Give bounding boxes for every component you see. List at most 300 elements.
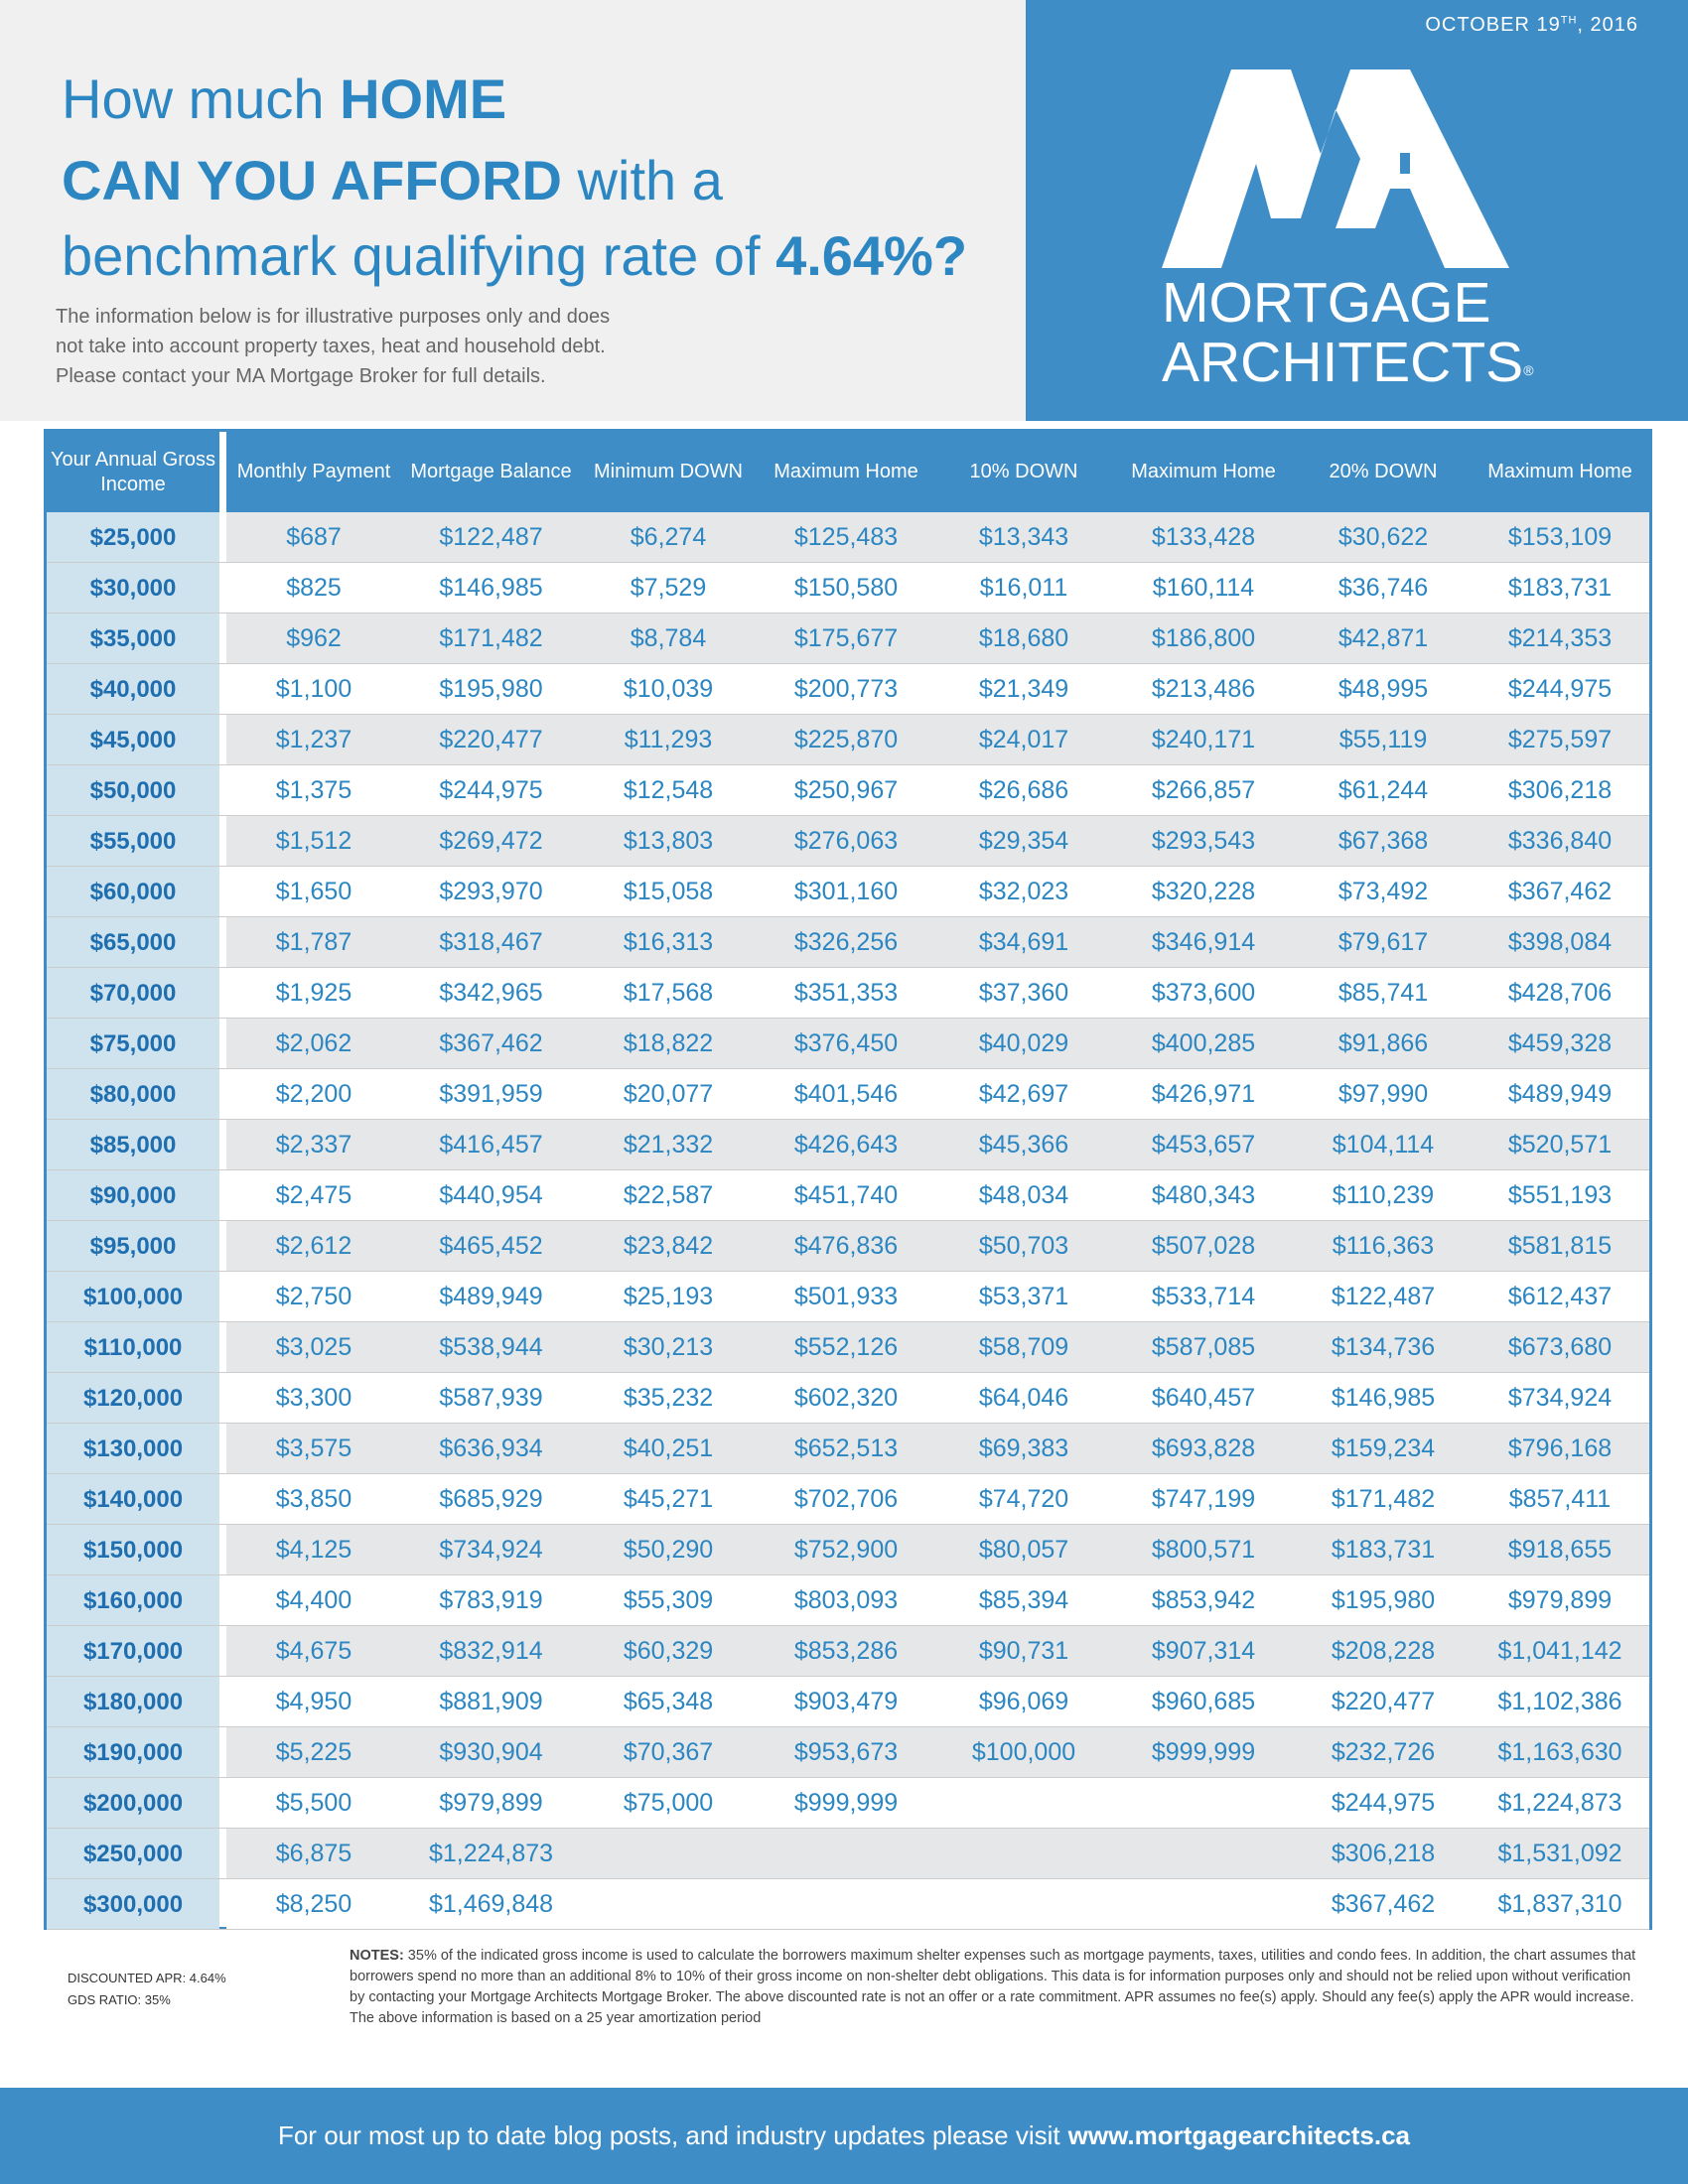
- income-cell: $75,000: [47, 1019, 219, 1069]
- column-header: Your Annual Gross Income: [47, 432, 219, 512]
- table-cell: $903,479: [756, 1677, 936, 1727]
- table-cell: $587,085: [1111, 1322, 1296, 1373]
- table-cell: $25,193: [581, 1272, 756, 1322]
- table-cell: $42,697: [936, 1069, 1111, 1120]
- table-cell: $21,349: [936, 664, 1111, 715]
- table-cell: $195,980: [401, 664, 581, 715]
- table-cell: $587,939: [401, 1373, 581, 1424]
- table-cell: $171,482: [401, 614, 581, 664]
- income-cell: $95,000: [47, 1221, 219, 1272]
- income-cell: $120,000: [47, 1373, 219, 1424]
- table-cell: $803,093: [756, 1575, 936, 1626]
- column-header: Minimum DOWN: [581, 432, 756, 512]
- table-cell: $693,828: [1111, 1424, 1296, 1474]
- table-cell: $4,675: [226, 1626, 401, 1677]
- table-cell: $20,077: [581, 1069, 756, 1120]
- table-cell: $476,836: [756, 1221, 936, 1272]
- table-cell: $97,990: [1296, 1069, 1471, 1120]
- table-cell: $18,822: [581, 1019, 756, 1069]
- table-cell: $1,650: [226, 867, 401, 917]
- table-cell: $45,271: [581, 1474, 756, 1525]
- table-cell: $953,673: [756, 1727, 936, 1778]
- table-cell: $122,487: [401, 512, 581, 563]
- table-cell: $42,871: [1296, 614, 1471, 664]
- table-cell: $398,084: [1471, 917, 1649, 968]
- table-cell: $451,740: [756, 1170, 936, 1221]
- table-cell: $5,225: [226, 1727, 401, 1778]
- table-cell: $10,039: [581, 664, 756, 715]
- table-cell: $351,353: [756, 968, 936, 1019]
- table-cell: $23,842: [581, 1221, 756, 1272]
- table-cell: $48,995: [1296, 664, 1471, 715]
- table-cell: $962: [226, 614, 401, 664]
- table-cell: $367,462: [1471, 867, 1649, 917]
- table-cell: [936, 1829, 1111, 1879]
- table-cell: $48,034: [936, 1170, 1111, 1221]
- table-cell: $459,328: [1471, 1019, 1649, 1069]
- table-cell: $26,686: [936, 765, 1111, 816]
- row-divider: [47, 1929, 1649, 1930]
- table-cell: $17,568: [581, 968, 756, 1019]
- table-cell: $24,017: [936, 715, 1111, 765]
- table-cell: $110,239: [1296, 1170, 1471, 1221]
- table-row: [47, 1626, 1649, 1677]
- table-cell: $306,218: [1296, 1829, 1471, 1879]
- table-cell: $1,163,630: [1471, 1727, 1649, 1778]
- table-cell: $342,965: [401, 968, 581, 1019]
- column-header: Monthly Payment: [226, 432, 401, 512]
- table-cell: $1,041,142: [1471, 1626, 1649, 1677]
- table-cell: $100,000: [936, 1727, 1111, 1778]
- publish-date: OCTOBER 19TH, 2016: [1425, 14, 1638, 36]
- table-cell: $208,228: [1296, 1626, 1471, 1677]
- column-header: 20% DOWN: [1296, 432, 1471, 512]
- table-cell: $40,251: [581, 1424, 756, 1474]
- table-row: [47, 1221, 1649, 1272]
- table-row: [47, 614, 1649, 664]
- table-row: [47, 1727, 1649, 1778]
- table-cell: $85,741: [1296, 968, 1471, 1019]
- table-row: [47, 664, 1649, 715]
- table-cell: $32,023: [936, 867, 1111, 917]
- table-cell: $652,513: [756, 1424, 936, 1474]
- affordability-table: [44, 429, 1652, 1930]
- table-cell: $3,575: [226, 1424, 401, 1474]
- table-cell: $34,691: [936, 917, 1111, 968]
- table-cell: $685,929: [401, 1474, 581, 1525]
- table-cell: $122,487: [1296, 1272, 1471, 1322]
- table-cell: $4,125: [226, 1525, 401, 1575]
- table-cell: $7,529: [581, 563, 756, 614]
- table-cell: $367,462: [1296, 1879, 1471, 1930]
- table-cell: $857,411: [1471, 1474, 1649, 1525]
- table-cell: $687: [226, 512, 401, 563]
- table-cell: $6,875: [226, 1829, 401, 1879]
- table-cell: $3,300: [226, 1373, 401, 1424]
- table-row: [47, 715, 1649, 765]
- table-cell: $930,904: [401, 1727, 581, 1778]
- income-cell: $35,000: [47, 614, 219, 664]
- table-cell: $673,680: [1471, 1322, 1649, 1373]
- table-cell: $453,657: [1111, 1120, 1296, 1170]
- table-cell: $45,366: [936, 1120, 1111, 1170]
- table-header: [47, 432, 1649, 512]
- table-cell: $37,360: [936, 968, 1111, 1019]
- table-row: [47, 765, 1649, 816]
- table-cell: $301,160: [756, 867, 936, 917]
- table-cell: $65,348: [581, 1677, 756, 1727]
- table-cell: $1,837,310: [1471, 1879, 1649, 1930]
- table-cell: $22,587: [581, 1170, 756, 1221]
- table-cell: $2,062: [226, 1019, 401, 1069]
- table-cell: $64,046: [936, 1373, 1111, 1424]
- table-cell: $150,580: [756, 563, 936, 614]
- income-cell: $150,000: [47, 1525, 219, 1575]
- table-cell: $318,467: [401, 917, 581, 968]
- income-cell: $50,000: [47, 765, 219, 816]
- table-cell: $74,720: [936, 1474, 1111, 1525]
- table-cell: $326,256: [756, 917, 936, 968]
- table-cell: $1,531,092: [1471, 1829, 1649, 1879]
- table-cell: $640,457: [1111, 1373, 1296, 1424]
- table-cell: $2,612: [226, 1221, 401, 1272]
- table-cell: $734,924: [1471, 1373, 1649, 1424]
- table-cell: $783,919: [401, 1575, 581, 1626]
- table-row: [47, 1120, 1649, 1170]
- table-cell: $29,354: [936, 816, 1111, 867]
- column-header: Mortgage Balance: [401, 432, 581, 512]
- table-cell: $16,011: [936, 563, 1111, 614]
- table-cell: $171,482: [1296, 1474, 1471, 1525]
- table-cell: [936, 1879, 1111, 1930]
- table-cell: $800,571: [1111, 1525, 1296, 1575]
- income-cell: $130,000: [47, 1424, 219, 1474]
- table-cell: $489,949: [401, 1272, 581, 1322]
- table-cell: $30,213: [581, 1322, 756, 1373]
- table-cell: $146,985: [1296, 1373, 1471, 1424]
- table-cell: $133,428: [1111, 512, 1296, 563]
- headline-line-1: How much HOME: [62, 68, 507, 130]
- income-cell: $200,000: [47, 1778, 219, 1829]
- column-header: Maximum Home: [1471, 432, 1649, 512]
- table-cell: $220,477: [1296, 1677, 1471, 1727]
- table-cell: $428,706: [1471, 968, 1649, 1019]
- table-row: [47, 1322, 1649, 1373]
- headline-line-3: benchmark qualifying rate of 4.64%?: [62, 224, 968, 287]
- table-cell: [756, 1829, 936, 1879]
- table-row: [47, 512, 1649, 563]
- table-cell: $825: [226, 563, 401, 614]
- income-cell: $170,000: [47, 1626, 219, 1677]
- table-cell: $853,286: [756, 1626, 936, 1677]
- table-cell: $79,617: [1296, 917, 1471, 968]
- table-cell: [581, 1879, 756, 1930]
- table-cell: $8,784: [581, 614, 756, 664]
- income-cell: $30,000: [47, 563, 219, 614]
- income-cell: $80,000: [47, 1069, 219, 1120]
- table-cell: $293,543: [1111, 816, 1296, 867]
- table-cell: $30,622: [1296, 512, 1471, 563]
- table-cell: $376,450: [756, 1019, 936, 1069]
- table-cell: $907,314: [1111, 1626, 1296, 1677]
- ma-logo-icon: [1162, 69, 1509, 268]
- income-cell: $55,000: [47, 816, 219, 867]
- table-cell: $35,232: [581, 1373, 756, 1424]
- table-row: [47, 1778, 1649, 1829]
- table-cell: $53,371: [936, 1272, 1111, 1322]
- income-cell: $25,000: [47, 512, 219, 563]
- table-cell: $4,400: [226, 1575, 401, 1626]
- table-cell: $40,029: [936, 1019, 1111, 1069]
- table-cell: $90,731: [936, 1626, 1111, 1677]
- table-cell: $367,462: [401, 1019, 581, 1069]
- table-cell: $15,058: [581, 867, 756, 917]
- table-row: [47, 1069, 1649, 1120]
- table-cell: $796,168: [1471, 1424, 1649, 1474]
- income-cell: $40,000: [47, 664, 219, 715]
- table-cell: [756, 1879, 936, 1930]
- table-cell: $8,250: [226, 1879, 401, 1930]
- table-cell: $61,244: [1296, 765, 1471, 816]
- table-cell: $75,000: [581, 1778, 756, 1829]
- table-cell: $244,975: [1296, 1778, 1471, 1829]
- table-cell: $853,942: [1111, 1575, 1296, 1626]
- table-cell: $269,472: [401, 816, 581, 867]
- table-cell: $220,477: [401, 715, 581, 765]
- table-cell: $999,999: [1111, 1727, 1296, 1778]
- table-cell: $1,224,873: [401, 1829, 581, 1879]
- table-cell: $175,677: [756, 614, 936, 664]
- income-cell: $300,000: [47, 1879, 219, 1930]
- table-cell: $1,469,848: [401, 1879, 581, 1930]
- table-row: [47, 1525, 1649, 1575]
- table-cell: $160,114: [1111, 563, 1296, 614]
- table-cell: $2,337: [226, 1120, 401, 1170]
- logo-wordmark: MORTGAGE ARCHITECTS®: [1162, 271, 1534, 394]
- table-cell: $70,367: [581, 1727, 756, 1778]
- table-cell: $501,933: [756, 1272, 936, 1322]
- table-cell: $2,750: [226, 1272, 401, 1322]
- table-cell: $183,731: [1471, 563, 1649, 614]
- table-cell: $55,119: [1296, 715, 1471, 765]
- table-cell: $58,709: [936, 1322, 1111, 1373]
- table-cell: $12,548: [581, 765, 756, 816]
- website-link[interactable]: www.mortgagearchitects.ca: [1067, 2120, 1411, 2150]
- table-row: [47, 1373, 1649, 1424]
- column-header: Maximum Home: [756, 432, 936, 512]
- table-cell: $346,914: [1111, 917, 1296, 968]
- table-cell: $276,063: [756, 816, 936, 867]
- income-cell: $85,000: [47, 1120, 219, 1170]
- table-cell: $336,840: [1471, 816, 1649, 867]
- table-cell: $21,332: [581, 1120, 756, 1170]
- table-cell: $752,900: [756, 1525, 936, 1575]
- table-cell: $232,726: [1296, 1727, 1471, 1778]
- table-cell: $960,685: [1111, 1677, 1296, 1727]
- table-cell: $552,126: [756, 1322, 936, 1373]
- table-row: [47, 1019, 1649, 1069]
- column-header: Maximum Home: [1111, 432, 1296, 512]
- table-cell: $979,899: [401, 1778, 581, 1829]
- table-cell: $67,368: [1296, 816, 1471, 867]
- table-cell: [936, 1778, 1111, 1829]
- column-header: 10% DOWN: [936, 432, 1111, 512]
- table-cell: [1111, 1879, 1296, 1930]
- table-cell: $416,457: [401, 1120, 581, 1170]
- table-cell: $1,224,873: [1471, 1778, 1649, 1829]
- table-cell: $104,114: [1296, 1120, 1471, 1170]
- table-cell: $747,199: [1111, 1474, 1296, 1525]
- table-cell: $6,274: [581, 512, 756, 563]
- table-cell: $5,500: [226, 1778, 401, 1829]
- income-cell: $45,000: [47, 715, 219, 765]
- income-cell: $190,000: [47, 1727, 219, 1778]
- table-cell: $391,959: [401, 1069, 581, 1120]
- table-cell: $159,234: [1296, 1424, 1471, 1474]
- table-cell: $507,028: [1111, 1221, 1296, 1272]
- table-row: [47, 1879, 1649, 1930]
- table-cell: $1,237: [226, 715, 401, 765]
- table-cell: $636,934: [401, 1424, 581, 1474]
- table-cell: $55,309: [581, 1575, 756, 1626]
- table-cell: $18,680: [936, 614, 1111, 664]
- table-cell: $293,970: [401, 867, 581, 917]
- table-cell: $50,703: [936, 1221, 1111, 1272]
- table-cell: $400,285: [1111, 1019, 1296, 1069]
- table-cell: $4,950: [226, 1677, 401, 1727]
- table-cell: $426,643: [756, 1120, 936, 1170]
- table-cell: $2,475: [226, 1170, 401, 1221]
- table-cell: $602,320: [756, 1373, 936, 1424]
- table-cell: $612,437: [1471, 1272, 1649, 1322]
- table-cell: $96,069: [936, 1677, 1111, 1727]
- table-cell: $734,924: [401, 1525, 581, 1575]
- table-cell: $80,057: [936, 1525, 1111, 1575]
- table-cell: $244,975: [1471, 664, 1649, 715]
- table-cell: $125,483: [756, 512, 936, 563]
- table-cell: $240,171: [1111, 715, 1296, 765]
- table-row: [47, 1829, 1649, 1879]
- table-row: [47, 1424, 1649, 1474]
- table-cell: $1,787: [226, 917, 401, 968]
- table-row: [47, 917, 1649, 968]
- disclaimer: The information below is for illustrative purposes only and does not take into account property taxes, heat and household debt. Please contact your MA Mortgage Broker for full details.: [56, 306, 611, 387]
- table-row: [47, 867, 1649, 917]
- table-cell: $320,228: [1111, 867, 1296, 917]
- footer-bar: For our most up to date blog posts, and industry updates please visit www.mortgagearchitects.ca: [0, 2088, 1688, 2184]
- table-cell: [581, 1829, 756, 1879]
- income-cell: $160,000: [47, 1575, 219, 1626]
- table-cell: $134,736: [1296, 1322, 1471, 1373]
- income-cell: $100,000: [47, 1272, 219, 1322]
- table-cell: $186,800: [1111, 614, 1296, 664]
- table-cell: $275,597: [1471, 715, 1649, 765]
- table-cell: $489,949: [1471, 1069, 1649, 1120]
- table-cell: $3,025: [226, 1322, 401, 1373]
- table-cell: $918,655: [1471, 1525, 1649, 1575]
- table-cell: $266,857: [1111, 765, 1296, 816]
- table-row: [47, 968, 1649, 1019]
- table-row: [47, 816, 1649, 867]
- table-cell: $195,980: [1296, 1575, 1471, 1626]
- table-cell: $13,343: [936, 512, 1111, 563]
- table-cell: $214,353: [1471, 614, 1649, 664]
- table-cell: $551,193: [1471, 1170, 1649, 1221]
- headline-line-2: CAN YOU AFFORD with a: [62, 149, 723, 211]
- income-cell: $90,000: [47, 1170, 219, 1221]
- table-cell: $11,293: [581, 715, 756, 765]
- table-cell: $3,850: [226, 1474, 401, 1525]
- table-cell: $999,999: [756, 1778, 936, 1829]
- table-cell: $1,102,386: [1471, 1677, 1649, 1727]
- table-cell: $1,512: [226, 816, 401, 867]
- income-cell: $65,000: [47, 917, 219, 968]
- table-cell: $581,815: [1471, 1221, 1649, 1272]
- rate-summary: DISCOUNTED APR: 4.64% GDS RATIO: 35%: [68, 1971, 226, 2007]
- table-cell: $60,329: [581, 1626, 756, 1677]
- table-cell: $16,313: [581, 917, 756, 968]
- table-cell: $73,492: [1296, 867, 1471, 917]
- table-cell: $401,546: [756, 1069, 936, 1120]
- table-cell: $538,944: [401, 1322, 581, 1373]
- income-cell: $180,000: [47, 1677, 219, 1727]
- income-cell: $140,000: [47, 1474, 219, 1525]
- table-cell: $306,218: [1471, 765, 1649, 816]
- table-cell: $153,109: [1471, 512, 1649, 563]
- table-cell: $91,866: [1296, 1019, 1471, 1069]
- income-cell: $110,000: [47, 1322, 219, 1373]
- table-cell: $520,571: [1471, 1120, 1649, 1170]
- table-cell: [1111, 1829, 1296, 1879]
- table-cell: $85,394: [936, 1575, 1111, 1626]
- table-cell: $244,975: [401, 765, 581, 816]
- income-cell: $250,000: [47, 1829, 219, 1879]
- table-cell: $213,486: [1111, 664, 1296, 715]
- table-row: [47, 1575, 1649, 1626]
- table-row: [47, 1474, 1649, 1525]
- table-cell: $881,909: [401, 1677, 581, 1727]
- table-cell: $702,706: [756, 1474, 936, 1525]
- table-cell: $2,200: [226, 1069, 401, 1120]
- table-cell: $146,985: [401, 563, 581, 614]
- table-cell: $1,100: [226, 664, 401, 715]
- table-cell: $116,363: [1296, 1221, 1471, 1272]
- table-cell: $426,971: [1111, 1069, 1296, 1120]
- table-row: [47, 563, 1649, 614]
- income-cell: $60,000: [47, 867, 219, 917]
- table-cell: $373,600: [1111, 968, 1296, 1019]
- table-row: [47, 1170, 1649, 1221]
- notes: NOTES: 35% of the indicated gross income is used to calculate the borrowers maximum shelter expenses such as mortgage payments, taxes, utilities and condo fees. In addition, the chart assumes that borrowers spend no more than an additional 8% to 10% of their gross income on non-shelter debt obligations. This data is for information purposes only and should not be relied upon without verification by contacting your Mortgage Architects Mortgage Broker. The above discounted rate is not an offer or a rate commitment. APR assumes no fee(s) apply. Should any fee(s) apply the APR would increase. The above information is based on a 25 year amortization period: [350, 1948, 1636, 2026]
- table-cell: $13,803: [581, 816, 756, 867]
- income-cell: $70,000: [47, 968, 219, 1019]
- table-cell: $183,731: [1296, 1525, 1471, 1575]
- table-row: [47, 1677, 1649, 1727]
- table-cell: $832,914: [401, 1626, 581, 1677]
- table-cell: $465,452: [401, 1221, 581, 1272]
- table-cell: $50,290: [581, 1525, 756, 1575]
- table-cell: [1111, 1778, 1296, 1829]
- table-cell: $225,870: [756, 715, 936, 765]
- table-cell: $200,773: [756, 664, 936, 715]
- table-cell: $1,925: [226, 968, 401, 1019]
- table-cell: $979,899: [1471, 1575, 1649, 1626]
- table-row: [47, 1272, 1649, 1322]
- table-cell: $36,746: [1296, 563, 1471, 614]
- table-cell: $250,967: [756, 765, 936, 816]
- table-cell: $1,375: [226, 765, 401, 816]
- table-cell: $440,954: [401, 1170, 581, 1221]
